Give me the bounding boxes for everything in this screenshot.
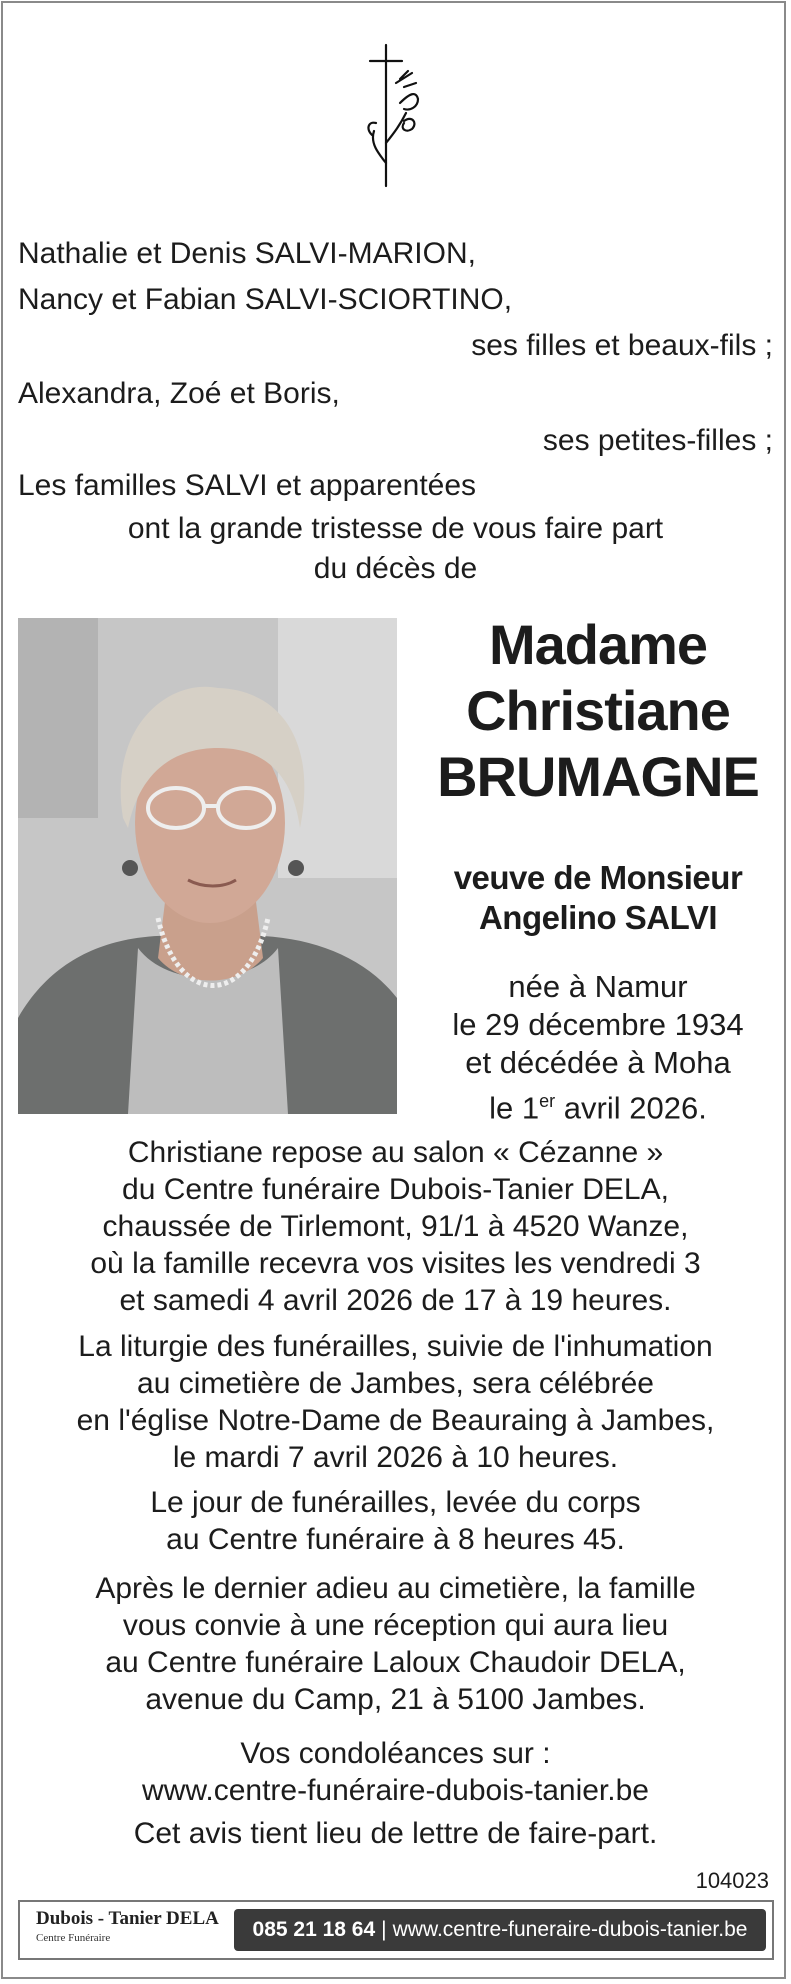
widow-line-2: Angelino SALVI [478, 899, 718, 936]
visitation-line: du Centre funéraire Dubois-Tanier DELA, [122, 1173, 669, 1206]
website-link[interactable]: www.centre-funeraire-dubois-tanier.be [392, 1918, 748, 1941]
birth-date: le 29 décembre 1934 [452, 1007, 744, 1042]
reception-line: au Centre funéraire Laloux Chaudoir DELA, [105, 1646, 686, 1679]
logo-main-text: Dubois - Tanier DELA [36, 1908, 219, 1929]
death-date-sup: er [539, 1091, 556, 1111]
family-line-6: Les familles SALVI et apparentées [18, 469, 477, 502]
reference-number: 104023 [695, 1868, 769, 1893]
deceased-title: Madame [488, 613, 708, 676]
family-line-8: du décès de [313, 552, 478, 585]
funeral-home-logo [36, 1908, 219, 1944]
reception-line: Après le dernier adieu au cimetière, la famille [95, 1572, 696, 1605]
death-date-suffix: avril 2026. [555, 1090, 707, 1126]
death-place: et décédée à Moha [465, 1045, 731, 1080]
portrait-photo [18, 618, 397, 1114]
contact-bar [234, 1909, 766, 1951]
family-line-1: Nathalie et Denis SALVI-MARION, [18, 237, 476, 270]
birth-place: née à Namur [508, 969, 688, 1004]
deceased-first-name: Christiane [466, 679, 730, 742]
visitation-line: et samedi 4 avril 2026 de 17 à 19 heures. [119, 1284, 672, 1317]
levee-line: Le jour de funérailles, levée du corps [150, 1486, 641, 1519]
liturgy-line: en l'église Notre-Dame de Beauraing à Jambes, [76, 1404, 715, 1437]
liturgy-line: La liturgie des funérailles, suivie de l'inhumation [78, 1330, 713, 1363]
portrait-illustration [18, 618, 397, 1114]
reception-line: vous convie à une réception qui aura lieu [122, 1609, 669, 1642]
family-line-7: ont la grande tristesse de vous faire part [127, 512, 664, 545]
family-line-3: ses filles et beaux-fils ; [471, 329, 773, 362]
reception-block [0, 1570, 791, 1718]
levee-line: au Centre funéraire à 8 heures 45. [166, 1523, 625, 1556]
family-line-4: Alexandra, Zoé et Boris, [18, 377, 340, 410]
phone-number[interactable]: 085 21 18 64 [252, 1918, 376, 1941]
deceased-last-name: BRUMAGNE [437, 745, 759, 808]
condolences-label: Vos condoléances sur : [240, 1737, 551, 1770]
condolences-url[interactable]: www.centre-funéraire-dubois-tanier.be [142, 1774, 649, 1807]
death-date-prefix: le 1 [489, 1090, 540, 1126]
cross-with-rose-icon [360, 43, 420, 188]
liturgy-block [0, 1328, 791, 1476]
deceased-block [412, 612, 784, 810]
family-line-5: ses petites-filles ; [542, 424, 773, 457]
reception-line: avenue du Camp, 21 à 5100 Jambes. [145, 1683, 646, 1716]
death-date [412, 1082, 784, 1127]
visitation-line: chaussée de Tirlemont, 91/1 à 4520 Wanze, [102, 1210, 689, 1243]
levee-block [0, 1484, 791, 1558]
liturgy-line: le mardi 7 avril 2026 à 10 heures. [172, 1441, 619, 1474]
logo-subtitle: Centre Funéraire [36, 1932, 111, 1944]
visitation-line: Christiane repose au salon « Cézanne » [127, 1136, 664, 1169]
family-line-2: Nancy et Fabian SALVI-SCIORTINO, [18, 283, 513, 316]
condolences-block [0, 1735, 791, 1852]
faire-part-note: Cet avis tient lieu de lettre de faire-part. [133, 1817, 658, 1850]
widow-block [412, 858, 784, 938]
widow-line-1: veuve de Monsieur [453, 859, 743, 896]
visitation-line: où la famille recevra vos visites les vendredi 3 [90, 1247, 701, 1280]
funeral-home-footer [18, 1900, 774, 1960]
separator: | [381, 1918, 387, 1941]
visitation-block [0, 1134, 791, 1319]
dates-block [412, 968, 784, 1127]
liturgy-line: au cimetière de Jambes, sera célébrée [137, 1367, 654, 1400]
